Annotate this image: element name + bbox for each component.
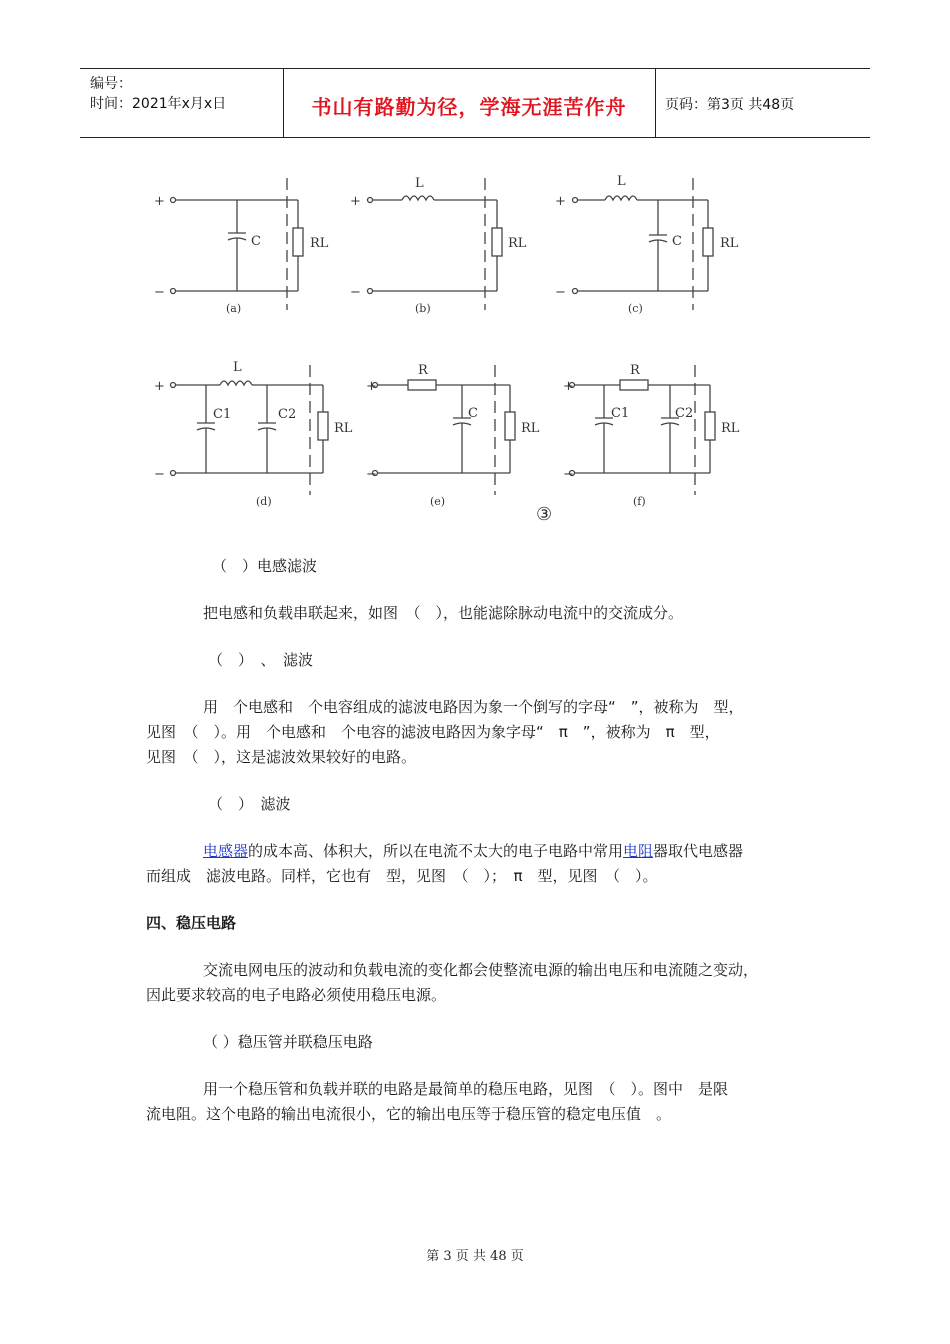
f-plus: + — [563, 379, 574, 394]
a-label-rl: RL — [310, 236, 329, 251]
f-label-rl: RL — [721, 421, 740, 436]
header-info-cell — [80, 69, 284, 137]
f-minus: − — [563, 467, 574, 482]
section-heading: 四、稳压电路 — [146, 914, 237, 932]
subsection-title: （ ）稳压管并联稳压电路 — [203, 1033, 373, 1051]
circuit-b — [368, 178, 503, 310]
d-label-c1: C1 — [213, 407, 232, 422]
a-plus: + — [154, 194, 165, 209]
caption-a: (a) — [226, 302, 242, 315]
d-label-c2: C2 — [278, 407, 297, 422]
e-label-rl: RL — [521, 421, 540, 436]
paragraph-line: 见图 （ ），这是滤波效果较好的电路。 — [146, 748, 417, 766]
paragraph-line: 流电阻。这个电路的输出电流很小，它的输出电压等于稳压管的稳定电压值 。 — [146, 1105, 672, 1123]
paragraph-line: 而组成 滤波电路。同样，它也有 型，见图 （ ）； π 型，见图 （ ）。 — [146, 867, 658, 885]
caption-c: (c) — [628, 302, 643, 315]
figure-number: ③ — [536, 504, 553, 525]
header-page-number: 页码：第3页 共48页 — [665, 97, 795, 113]
resistor-link[interactable]: 电阻 — [623, 842, 654, 860]
f-label-c1: C1 — [611, 406, 630, 421]
c-plus: + — [555, 194, 566, 209]
f-label-c2: C2 — [675, 406, 694, 421]
header-motto-cell — [283, 69, 656, 137]
section-rc-filter-title: （ ） 滤波 — [208, 795, 291, 813]
text-span: 的成本高、体积大，所以在电流不太大的电子电路中常用 — [248, 842, 624, 860]
paragraph-line: 交流电网电压的波动和负载电流的变化都会使整流电源的输出电压和电流随之变动， — [203, 961, 759, 979]
caption-b: (b) — [415, 302, 431, 315]
c-label-l: L — [617, 174, 626, 189]
b-label-rl: RL — [508, 236, 527, 251]
b-minus: − — [350, 285, 361, 300]
b-plus: + — [350, 194, 361, 209]
f-label-r: R — [630, 363, 640, 378]
b-label-l: L — [415, 176, 424, 191]
page-footer: 第 3 页 共 48 页 — [426, 1249, 524, 1264]
caption-d: (d) — [256, 495, 272, 508]
d-label-rl: RL — [334, 421, 353, 436]
circuit-d — [171, 365, 329, 495]
e-plus: + — [366, 379, 377, 394]
paragraph: 把电感和负载串联起来，如图 （ ），也能滤除脉动电流中的交流成分。 — [203, 604, 684, 622]
circuit-diagram — [140, 160, 760, 530]
a-minus: − — [154, 285, 165, 300]
text-span: 器取代电感器 — [653, 842, 744, 860]
paragraph-line: 用一个稳压管和负载并联的电路是最简单的稳压电路，见图 （ ）。图中 是限 — [203, 1080, 729, 1098]
e-label-c: C — [468, 406, 478, 421]
section-inductor-filter-title: （ ）电感滤波 — [212, 557, 318, 575]
caption-f: (f) — [633, 495, 646, 508]
paragraph-line: 用 个电感和 个电容组成的滤波电路因为象一个倒写的字母“ ”，被称为 型， — [203, 698, 744, 716]
section-lc-filter-title: （ ） 、 滤波 — [208, 651, 314, 669]
circuit-e — [373, 365, 516, 495]
d-plus: + — [154, 379, 165, 394]
motto: 书山有路勤为径，学海无涯苦作舟 — [311, 95, 627, 119]
d-label-l: L — [233, 360, 242, 375]
inductor-link[interactable]: 电感器 — [203, 842, 249, 860]
circuit-a — [171, 178, 304, 310]
paragraph-line: 因此要求较高的电子电路必须使用稳压电源。 — [146, 986, 447, 1004]
number-label: 编号： — [90, 76, 132, 92]
a-label-c: C — [251, 234, 261, 249]
c-label-rl: RL — [720, 236, 739, 251]
filter-circuits-figure — [140, 160, 760, 530]
page-header — [80, 68, 870, 138]
paragraph-line: 见图 （ ）。用 个电感和 个电容的滤波电路因为象字母“ π ”，被称为 π 型， — [146, 723, 720, 741]
e-minus: − — [366, 467, 377, 482]
circuit-c — [573, 178, 714, 310]
e-label-r: R — [418, 363, 428, 378]
circuit-f — [570, 365, 716, 495]
d-minus: − — [154, 467, 165, 482]
header-page-cell — [655, 69, 870, 137]
paragraph-line — [203, 839, 743, 863]
caption-e: (e) — [430, 495, 446, 508]
c-minus: − — [555, 285, 566, 300]
time-label: 时间：2021年x月x日 — [90, 96, 227, 112]
c-label-c: C — [672, 234, 682, 249]
